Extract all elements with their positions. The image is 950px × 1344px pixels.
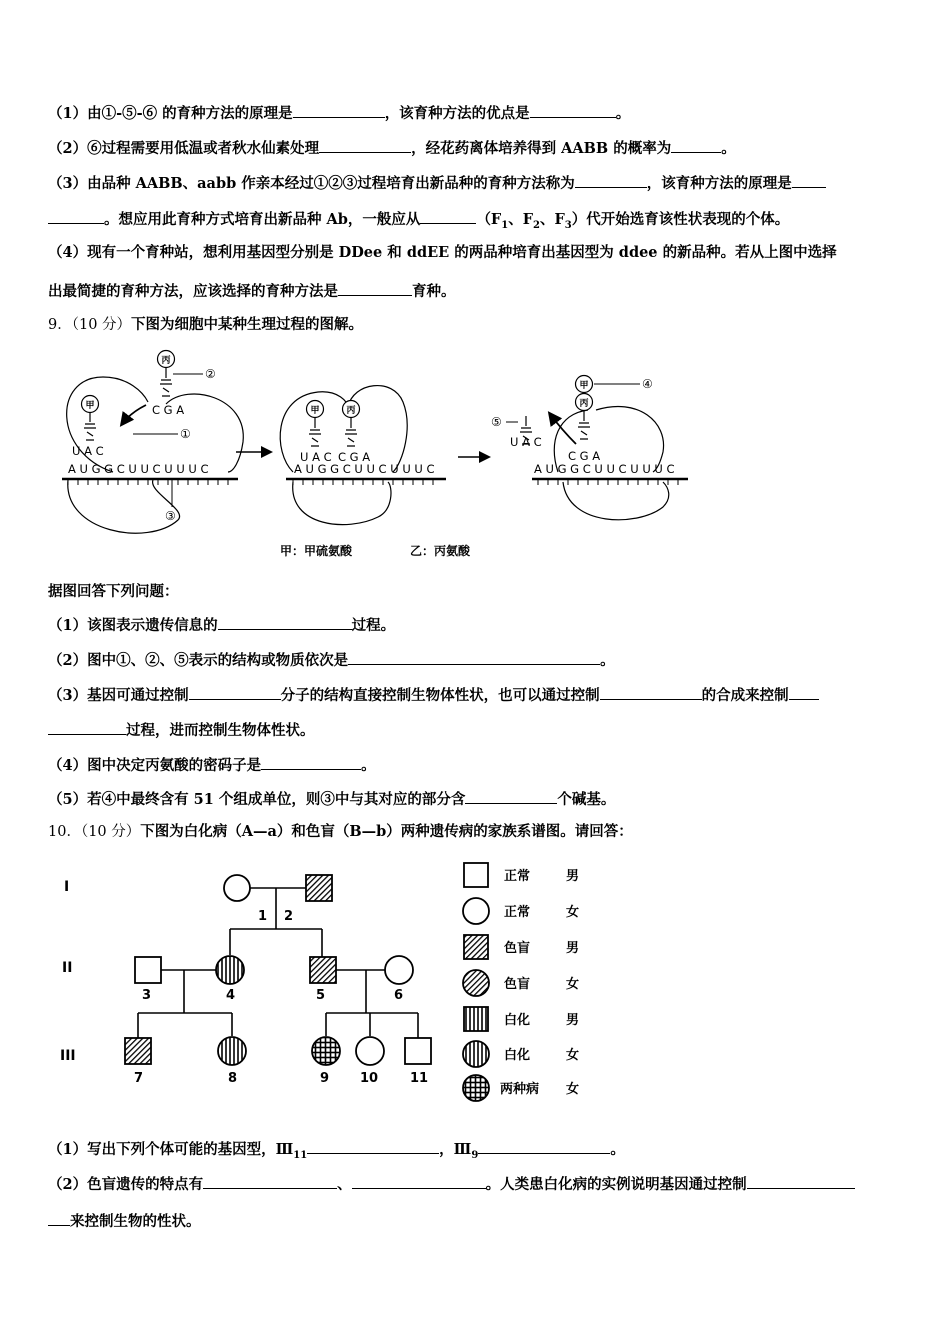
legend-symbol-both-female xyxy=(463,1075,489,1101)
q9-p3-mid1: 分子的结构直接控制生物体性状，也可以通过控制 xyxy=(280,687,600,704)
individual-III-11 xyxy=(405,1038,431,1064)
q8-p2-mid: ，经花药离体培养得到 AABB 的概率为 xyxy=(411,140,672,157)
q9-p2-post: 。 xyxy=(600,652,615,669)
q9-p4-post: 。 xyxy=(361,757,376,774)
number-8: 8 xyxy=(228,1071,238,1086)
number-6: 6 xyxy=(394,988,404,1003)
q10-title-text: 下图为白化病（A—a）和色盲（B—b）两种遗传病的家族系谱图。请回答： xyxy=(140,823,633,840)
translation-diagram xyxy=(48,342,748,564)
amino-acid-bing-label: 丙 xyxy=(161,356,171,366)
q10-p2-pre: （2）色盲遗传的特点有 xyxy=(48,1176,204,1193)
answer-blank[interactable] xyxy=(465,788,557,804)
amino-acid-jia-label: 甲 xyxy=(579,381,589,391)
answer-blank[interactable] xyxy=(338,280,412,296)
individual-III-8 xyxy=(218,1037,246,1065)
number-5: 5 xyxy=(316,988,326,1003)
number-11: 11 xyxy=(410,1071,429,1086)
q8-p3b-post: ）代开始选育该性状表现的个体。 xyxy=(571,211,790,228)
legend-label-normal-male: 正常 xyxy=(504,869,531,884)
ribosome-small-subunit xyxy=(68,480,180,533)
answer-blank[interactable] xyxy=(530,102,616,118)
q10-part2-cont xyxy=(48,1210,908,1232)
legend-label-both-female: 两种病 xyxy=(500,1082,540,1097)
q8-part2 xyxy=(48,137,908,159)
q10-p1-pre: （1）写出下列个体可能的基因型，Ⅲ xyxy=(48,1141,294,1158)
generation-label-3: III xyxy=(60,1048,76,1064)
movement-arrow xyxy=(122,405,146,424)
q9-p1-post: 过程。 xyxy=(351,617,396,634)
legend-yi: 乙：丙氨酸 xyxy=(410,544,471,558)
answer-blank[interactable] xyxy=(478,1138,610,1154)
panel-1 xyxy=(62,351,243,534)
panel-3 xyxy=(491,376,688,520)
legend-label-normal-female: 正常 xyxy=(504,905,531,920)
answer-blank[interactable] xyxy=(352,1173,486,1189)
q8-p3b-sep2: 、F xyxy=(539,211,565,228)
legend-label-colorblind-female: 色盲 xyxy=(504,977,531,992)
q9-title xyxy=(48,315,908,335)
q8-part3-cont xyxy=(48,208,908,236)
individual-III-7 xyxy=(125,1038,151,1064)
q8-part3 xyxy=(48,172,908,194)
anticodon-cga: C G A xyxy=(338,450,371,464)
q9-part2 xyxy=(48,649,908,671)
individual-II-3 xyxy=(135,957,161,983)
q9-intro xyxy=(48,582,908,602)
q10-title xyxy=(48,822,908,842)
q9-part4 xyxy=(48,754,908,776)
legend-sex-female: 女 xyxy=(566,1082,580,1097)
q10-p1-mid: ，Ⅲ xyxy=(439,1141,472,1158)
ribosome-small-subunit xyxy=(293,482,391,525)
answer-blank[interactable] xyxy=(48,208,104,224)
q8-p4b-pre: 出最简捷的育种方法，应该选择的育种方法是 xyxy=(48,283,338,300)
q9-p4-pre: （4）图中决定丙氨酸的密码子是 xyxy=(48,757,262,774)
legend-sex-female: 女 xyxy=(566,1048,580,1063)
answer-blank[interactable] xyxy=(792,172,826,188)
answer-blank[interactable] xyxy=(48,1210,70,1226)
legend-sex-male: 男 xyxy=(566,941,580,956)
q10-p1-post: 。 xyxy=(610,1141,625,1158)
q9-p5-post: 个碱基。 xyxy=(557,791,616,808)
individual-II-4 xyxy=(216,956,244,984)
anticodon-uac: U A C xyxy=(510,435,542,449)
answer-blank[interactable] xyxy=(575,172,647,188)
q9-p2-pre: （2）图中①、②、⑤表示的结构或物质依次是 xyxy=(48,652,349,669)
q8-p3b-f2: 2 xyxy=(533,219,540,231)
label-5: ⑤ xyxy=(491,415,502,429)
amino-acid-bing-label: 丙 xyxy=(579,399,589,409)
individual-II-5 xyxy=(310,957,336,983)
label-2: ② xyxy=(205,367,216,381)
label-3: ③ xyxy=(165,509,176,523)
q8-p3b-f1: 1 xyxy=(501,219,509,231)
q8-p2-post: 。 xyxy=(721,140,736,157)
q10-p1-sub11: 11 xyxy=(293,1149,308,1161)
q8-p3-mid: ，该育种方法的原理是 xyxy=(646,175,792,192)
legend-sex-male: 男 xyxy=(566,1013,580,1028)
individual-I-1 xyxy=(224,875,250,901)
q8-p4-text: （4）现有一个育种站，想利用基因型分别是 DDee 和 ddEE 的两品种培育出基因型为 ddee 的新品种。若从上图中选择 xyxy=(48,244,837,261)
q9-part5 xyxy=(48,788,908,810)
answer-blank[interactable] xyxy=(319,137,411,153)
answer-blank[interactable] xyxy=(293,102,385,118)
answer-blank[interactable] xyxy=(218,614,352,630)
q9-p1-pre: （1）该图表示遗传信息的 xyxy=(48,617,218,634)
number-2: 2 xyxy=(284,909,294,924)
number-9: 9 xyxy=(320,1071,330,1086)
q9-p5-pre: （5）若④中最终含有 51 个组成单位，则③中与其对应的部分含 xyxy=(48,791,466,808)
q8-p1-pre: （1）由①-⑤-⑥ 的育种方法的原理是 xyxy=(48,105,293,122)
trna-jia xyxy=(309,418,321,446)
amino-acid-jia-label: 甲 xyxy=(310,406,320,416)
mrna-sequence: A U G G C U U C U U U C xyxy=(68,462,209,476)
legend-symbol-colorblind-male xyxy=(464,935,488,959)
label-1: ① xyxy=(180,427,191,441)
q9-part3-cont xyxy=(48,719,908,741)
q9-part3 xyxy=(48,684,908,706)
ribosome-small-subunit xyxy=(563,482,669,520)
legend-symbol-normal-male xyxy=(464,863,488,887)
q10-part2 xyxy=(48,1173,908,1195)
q9-p3-mid2: 的合成来控制 xyxy=(701,687,789,704)
number-10: 10 xyxy=(360,1071,379,1086)
release-arrow xyxy=(550,414,576,444)
q10-part1 xyxy=(48,1138,908,1166)
answer-blank[interactable] xyxy=(261,754,361,770)
legend-label-albino-male: 白化 xyxy=(504,1013,531,1028)
q8-p4b-post: 育种。 xyxy=(412,283,456,300)
answer-blank[interactable] xyxy=(420,208,476,224)
amino-acid-bing-label: 丙 xyxy=(346,406,356,416)
legend-sex-male: 男 xyxy=(566,869,580,884)
legend-symbol-albino-female xyxy=(463,1041,489,1067)
anticodon-uac: U A C xyxy=(72,444,104,458)
amino-acid-jia-label: 甲 xyxy=(85,401,95,411)
generation-label-1: I xyxy=(64,879,70,895)
individual-II-6 xyxy=(385,956,413,984)
q9-title-text: 下图为细胞中某种生理过程的图解。 xyxy=(131,316,364,333)
number-1: 1 xyxy=(258,909,268,924)
number-4: 4 xyxy=(226,988,236,1003)
legend-jia: 甲：甲硫氨酸 xyxy=(280,544,353,558)
q10-p2-sep: 、 xyxy=(337,1176,352,1193)
q9-p3b-post: 过程，进而控制生物体性状。 xyxy=(126,722,315,739)
pedigree-lines xyxy=(138,888,418,1038)
q10-p2b-post: 来控制生物的性状。 xyxy=(70,1213,201,1230)
q9-number: 9．（10 分） xyxy=(48,317,132,333)
q8-p1-mid: ，该育种方法的优点是 xyxy=(384,105,530,122)
individual-III-10 xyxy=(356,1037,384,1065)
anticodon-uac: U A C xyxy=(300,450,332,464)
answer-blank[interactable] xyxy=(671,137,721,153)
q8-p3b-sep1: 、F xyxy=(508,211,533,228)
legend-symbol-colorblind-female xyxy=(463,970,489,996)
q10-number: 10．（10 分） xyxy=(48,824,141,840)
legend-symbol-albino-male xyxy=(464,1007,488,1031)
panel-2 xyxy=(280,386,446,525)
trna-bing xyxy=(160,368,172,396)
q9-p3-pre: （3）基因可通过控制 xyxy=(48,687,189,704)
answer-blank[interactable] xyxy=(348,649,600,665)
legend-sex-female: 女 xyxy=(566,905,580,920)
individual-III-9 xyxy=(312,1037,340,1065)
answer-blank[interactable] xyxy=(747,1173,855,1189)
anticodon-cga: C G A xyxy=(568,449,601,463)
q8-part4 xyxy=(48,243,908,263)
q10-p2-mid: 。人类患白化病的实例说明基因通过控制 xyxy=(485,1176,747,1193)
q9-intro-text: 据图回答下列问题： xyxy=(48,583,179,600)
q9-part1 xyxy=(48,614,908,636)
answer-blank[interactable] xyxy=(189,684,281,700)
trna-bing xyxy=(345,418,357,446)
answer-blank[interactable] xyxy=(48,719,126,735)
mrna-sequence: A U G G C U U C U U U C xyxy=(294,462,435,476)
legend-label-albino-female: 白化 xyxy=(504,1048,531,1063)
q8-p3-pre: （3）由品种 AABB、aabb 作亲本经过①②③过程培育出新品种的育种方法称为 xyxy=(48,175,575,192)
generation-label-2: II xyxy=(62,960,73,976)
number-7: 7 xyxy=(134,1071,144,1086)
answer-blank[interactable] xyxy=(600,684,702,700)
label-4: ④ xyxy=(642,377,653,391)
q8-p3b-f: （F xyxy=(476,211,502,228)
pedigree-legend xyxy=(463,863,579,1101)
anticodon-cga: C G A xyxy=(152,403,185,417)
trna-bing xyxy=(578,411,590,439)
q8-p3b-mid: 。想应用此育种方式培育出新品种 Ab，一般应从 xyxy=(104,211,421,228)
q10-p1-sub9: 9 xyxy=(471,1149,479,1161)
mrna-sequence: A U G G C U U C U U U C xyxy=(534,462,675,476)
q8-p1-post: 。 xyxy=(615,105,631,122)
q8-part4-cont xyxy=(48,280,908,302)
legend-label-colorblind-male: 色盲 xyxy=(504,941,531,956)
trna-jia xyxy=(84,413,96,440)
answer-blank[interactable] xyxy=(789,684,819,700)
legend-symbol-normal-female xyxy=(463,898,489,924)
q8-p2-pre: （2）⑥过程需要用低温或者秋水仙素处理 xyxy=(48,140,320,157)
q8-part1 xyxy=(48,102,908,124)
answer-blank[interactable] xyxy=(203,1173,337,1189)
legend-sex-female: 女 xyxy=(566,977,580,992)
pedigree-chart xyxy=(48,855,608,1110)
individual-I-2 xyxy=(306,875,332,901)
number-3: 3 xyxy=(142,988,152,1003)
answer-blank[interactable] xyxy=(307,1138,439,1154)
q8-p3b-f3: 3 xyxy=(564,219,572,231)
